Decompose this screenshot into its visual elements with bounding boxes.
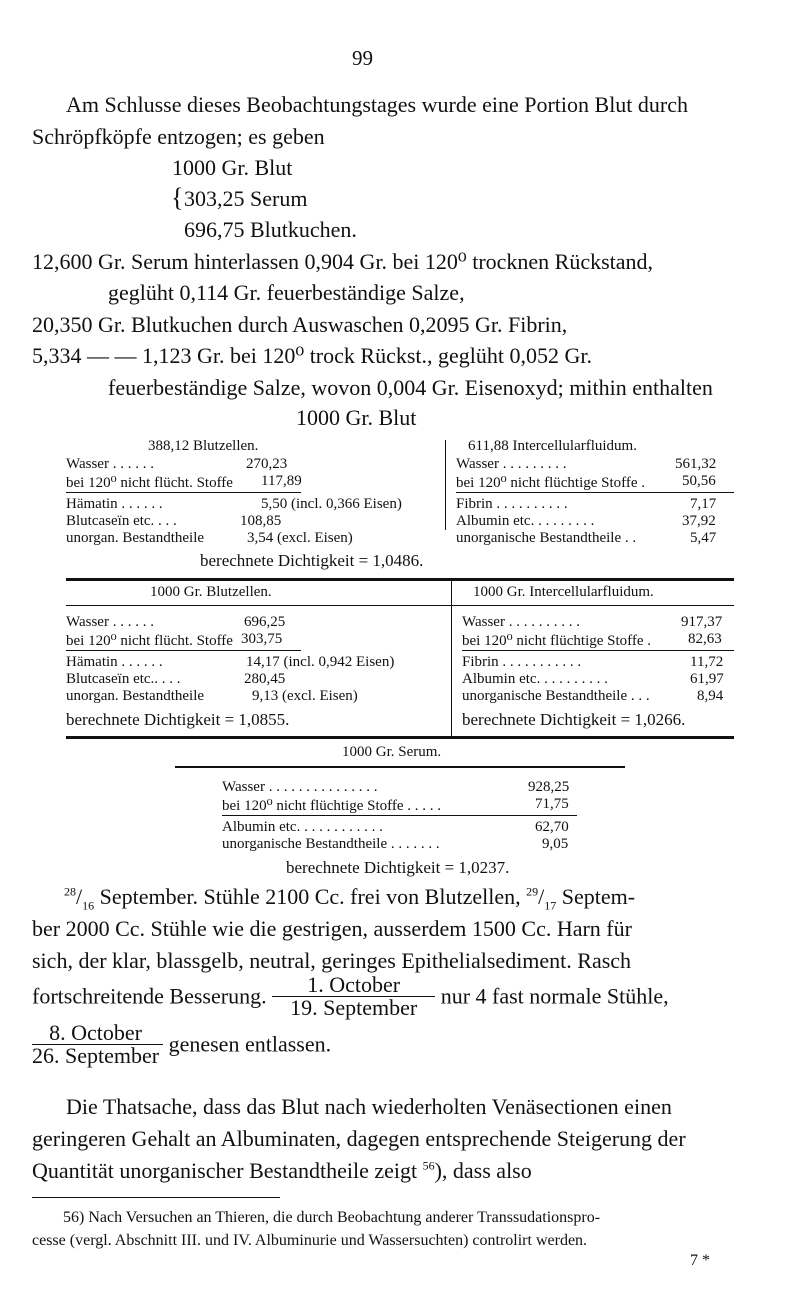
table2-left-row: unorgan. Bestandtheile bbox=[66, 688, 205, 704]
table3-density: berechnete Dichtigkeit = 1,0237. bbox=[286, 858, 510, 877]
table2-left-value: 696,25 bbox=[244, 614, 286, 630]
table2-right-row: Wasser . . . . . . . . . . bbox=[462, 614, 580, 630]
notes-line-1: $^{28}/_{16}$ September. Stühle 2100 Cc. frei von Blutzellen, $^{29}/_{17}$ Septem- bbox=[64, 884, 636, 913]
page-number: 99 bbox=[352, 46, 373, 70]
closing-line-1: Die Thatsache, dass das Blut nach wiederholten Venäsectionen einen bbox=[66, 1094, 672, 1119]
table1-right-row: Albumin etc. . . . . . . . . bbox=[456, 513, 595, 529]
table1-right-value: 37,92 bbox=[682, 513, 716, 529]
table1-left-row: bei 120⁰ nicht flücht. Stoffe bbox=[66, 475, 233, 491]
table2-right-value: 8,94 bbox=[697, 688, 724, 704]
table2-left-density: berechnete Dichtigkeit = 1,0855. bbox=[66, 710, 290, 729]
brace-symbol: { bbox=[171, 183, 184, 212]
table1-right-row: bei 120⁰ nicht flüchtige Stoffe . bbox=[456, 475, 646, 491]
table1-right-title: 611,88 Intercellularfluidum. bbox=[468, 438, 637, 454]
table1-left-rule bbox=[66, 492, 301, 493]
signature-mark: 7 * bbox=[690, 1252, 710, 1269]
table1-column-divider bbox=[445, 440, 446, 530]
table2-right-value: 11,72 bbox=[690, 654, 724, 670]
table1-right-row: Wasser . . . . . . . . . bbox=[456, 456, 567, 472]
table1-density: berechnete Dichtigkeit = 1,0486. bbox=[200, 551, 424, 570]
serum-amount: 303,25 Serum bbox=[184, 186, 308, 211]
table2-right-density: berechnete Dichtigkeit = 1,0266. bbox=[462, 710, 686, 729]
notes-line-5: $\frac{\text{8. October}}{\text{26. September}}$ genesen entlassen. bbox=[32, 1020, 332, 1068]
table1-left-row: Wasser . . . . . . bbox=[66, 456, 154, 472]
table3-rule bbox=[222, 815, 577, 816]
table1-right-value: 7,17 bbox=[690, 496, 717, 512]
footnote-line-1: 56) Nach Versuchen an Thieren, die durch Beobachtung anderer Transsudationspro- bbox=[63, 1209, 601, 1226]
table1-left-value: 270,23 bbox=[246, 456, 288, 472]
table1-left-row: unorgan. Bestandtheile bbox=[66, 530, 205, 546]
intro-line-2: Schröpfköpfe entzogen; es geben bbox=[32, 124, 325, 149]
closing-line-2: geringeren Gehalt an Albuminaten, dagegen entsprechende Steigerung der bbox=[32, 1126, 686, 1151]
date-fraction: $\frac{\text{1. October}}{\text{19. September}}$ bbox=[272, 974, 435, 1019]
intro-line-1: Am Schlusse dieses Beobachtungstages wurde eine Portion Blut durch bbox=[66, 92, 689, 117]
closing-line-3: Quantität unorganischer Bestandtheile zeigt $^{56}$), dass also bbox=[32, 1158, 532, 1183]
table2-left-title: 1000 Gr. Blutzellen. bbox=[150, 584, 272, 600]
calc-line-5: feuerbeständige Salze, wovon 0,004 Gr. Eisenoxyd; mithin enthalten bbox=[108, 375, 713, 400]
table1-left-value: 108,85 bbox=[240, 513, 282, 529]
blood-amount: 1000 Gr. Blut bbox=[172, 155, 293, 180]
table1-left-value: 5,50 (incl. 0,366 Eisen) bbox=[261, 496, 402, 512]
table2-left-row: Hämatin . . . . . . bbox=[66, 654, 163, 670]
table2-right-value: 917,37 bbox=[681, 614, 723, 630]
notes-line-3: sich, der klar, blassgelb, neutral, geringes Epithelialsediment. Rasch bbox=[32, 948, 632, 973]
table1-right-rule bbox=[456, 492, 734, 493]
table3-value: 62,70 bbox=[535, 819, 569, 835]
table3-value: 9,05 bbox=[542, 836, 569, 852]
date-fraction: $\frac{\text{8. October}}{\text{26. September}}$ bbox=[32, 1022, 163, 1067]
table3-title: 1000 Gr. Serum. bbox=[342, 744, 442, 760]
table2-right-row: Fibrin . . . . . . . . . . . bbox=[462, 654, 582, 670]
table2-right-rule bbox=[462, 650, 734, 651]
calc-line-6: 1000 Gr. Blut bbox=[296, 405, 417, 430]
table2-right-value: 82,63 bbox=[688, 631, 722, 647]
table3-header-rule bbox=[175, 766, 625, 768]
table2-right-row: Albumin etc. . . . . . . . . . bbox=[462, 671, 608, 687]
table2-left-value: 303,75 bbox=[241, 631, 283, 647]
table2-right-value: 61,97 bbox=[690, 671, 724, 687]
table1-right-value: 50,56 bbox=[682, 473, 716, 489]
table2-top-rule bbox=[66, 578, 734, 581]
clot-amount: 696,75 Blutkuchen. bbox=[184, 217, 357, 242]
table3-value: 71,75 bbox=[535, 796, 569, 812]
table1-left-row: Hämatin . . . . . . bbox=[66, 496, 163, 512]
table1-right-row: Fibrin . . . . . . . . . . bbox=[456, 496, 568, 512]
table1-left-value: 117,89 bbox=[261, 473, 302, 489]
table1-left-title: 388,12 Blutzellen. bbox=[148, 438, 259, 454]
calc-line-3: 20,350 Gr. Blutkuchen durch Auswaschen 0,2095 Gr. Fibrin, bbox=[32, 312, 568, 337]
table2-right-title: 1000 Gr. Intercellularfluidum. bbox=[473, 584, 654, 600]
table2-left-row: bei 120⁰ nicht flücht. Stoffe bbox=[66, 633, 233, 649]
footnote-line-2: cesse (vergl. Abschnitt III. und IV. Albuminurie und Wassersuchten) controlirt werden. bbox=[32, 1232, 588, 1249]
table1-right-value: 561,32 bbox=[675, 456, 717, 472]
table3-row: Albumin etc. . . . . . . . . . . . bbox=[222, 819, 383, 835]
table2-right-row: unorganische Bestandtheile . . . bbox=[462, 688, 650, 704]
table2-left-value: 14,17 (incl. 0,942 Eisen) bbox=[246, 654, 395, 670]
table3-row: Wasser . . . . . . . . . . . . . . . bbox=[222, 779, 378, 795]
calc-line-1: 12,600 Gr. Serum hinterlassen 0,904 Gr. bei 120⁰ trocknen Rückstand, bbox=[32, 249, 654, 274]
notes-line-4: fortschreitende Besserung. $\frac{\text{1. October}}{\text{19. September}}$ nur 4 fast normale Stühle, bbox=[32, 972, 669, 1020]
table2-left-value: 9,13 (excl. Eisen) bbox=[252, 688, 358, 704]
table3-value: 928,25 bbox=[528, 779, 570, 795]
table2-left-row: Wasser . . . . . . bbox=[66, 614, 154, 630]
table3-row: unorganische Bestandtheile . . . . . . . bbox=[222, 836, 440, 852]
table1-left-row: Blutcaseïn etc. . . . bbox=[66, 513, 177, 529]
footnote-rule bbox=[32, 1197, 280, 1198]
table2-left-row: Blutcaseïn etc.. . . . bbox=[66, 671, 181, 687]
notes-line-2: ber 2000 Cc. Stühle wie die gestrigen, ausserdem 1500 Cc. Harn für bbox=[32, 916, 632, 941]
table2-right-row: bei 120⁰ nicht flüchtige Stoffe . bbox=[462, 633, 652, 649]
table1-left-value: 3,54 (excl. Eisen) bbox=[247, 530, 353, 546]
table3-row: bei 120⁰ nicht flüchtige Stoffe . . . . . bbox=[222, 798, 442, 814]
calc-line-2: geglüht 0,114 Gr. feuerbeständige Salze, bbox=[108, 280, 465, 305]
table2-left-rule bbox=[66, 650, 301, 651]
table2-bottom-rule bbox=[66, 736, 734, 739]
table1-right-value: 5,47 bbox=[690, 530, 717, 546]
table2-left-value: 280,45 bbox=[244, 671, 286, 687]
table2-header-rule bbox=[66, 605, 734, 606]
calc-line-4: 5,334 — — 1,123 Gr. bei 120⁰ trock Rückst., geglüht 0,052 Gr. bbox=[32, 343, 593, 368]
table1-right-row: unorganische Bestandtheile . . bbox=[456, 530, 637, 546]
